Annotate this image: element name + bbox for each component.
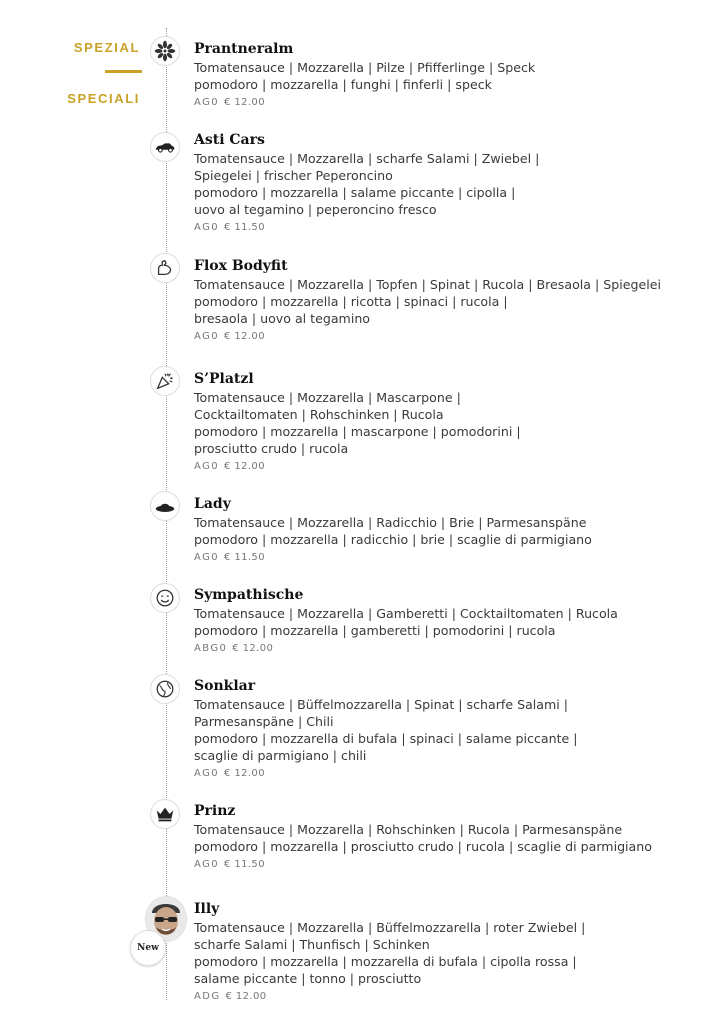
item-price-line [194,550,704,565]
item-price: € 12.00 [223,461,265,472]
item-desc-line: salame piccante | tonno | prosciutto [194,971,422,986]
crown-icon [150,799,180,829]
section-divider [105,70,142,73]
allergen-codes: AG0 [194,97,219,108]
menu-item-sonklar [194,677,704,781]
allergen-codes: AG0 [194,222,219,233]
menu-item-flox-bodyfit [194,257,704,344]
item-desc-line: scharfe Salami | Thunfisch | Schinken [194,937,430,952]
menu-item-splatzl [194,370,704,474]
item-name: S’Platzl [194,371,254,387]
item-price-line [194,95,704,110]
allergen-codes: AG0 [194,768,219,779]
item-desc-line: Tomatensauce | Mozzarella | Büffelmozzarella | roter Zwiebel | [194,920,586,935]
item-price: € 12.00 [223,331,265,342]
item-name: Asti Cars [194,132,265,148]
item-price-line [194,220,704,235]
item-price-line [194,989,704,1004]
item-desc-line: pomodoro | mozzarella | radicchio | brie | scaglie di parmigiano [194,532,592,547]
item-desc-line: Parmesanspäne | Chili [194,714,334,729]
allergen-codes: AG0 [194,859,219,870]
item-desc-line: Tomatensauce | Mozzarella | scharfe Salami | Zwiebel | [194,151,540,166]
allergen-codes: AG0 [194,331,219,342]
car-icon [150,132,180,162]
item-desc-line: scaglie di parmigiano | chili [194,748,367,763]
allergen-codes: AG0 [194,461,219,472]
item-name: Illy [194,901,220,917]
item-price-line [194,641,704,656]
smiley-icon [150,583,180,613]
item-name: Sympathische [194,587,304,603]
party-popper-icon [150,366,180,396]
item-desc-line: pomodoro | mozzarella di bufala | spinaci | salame piccante | [194,731,578,746]
item-price: € 11.50 [223,552,265,563]
item-name: Flox Bodyfit [194,258,288,274]
item-price-line [194,857,704,872]
item-desc-line: Tomatensauce | Mozzarella | Mascarpone | [194,390,461,405]
item-desc-line: pomodoro | mozzarella | mozzarella di bufala | cipolla rossa | [194,954,577,969]
item-desc-line: pomodoro | mozzarella | salame piccante | cipolla | [194,185,516,200]
edelweiss-icon [150,36,180,66]
item-desc-line: Tomatensauce | Mozzarella | Rohschinken | Rucola | Parmesanspäne [194,822,623,837]
item-desc-line: Cocktailtomaten | Rohschinken | Rucola [194,407,444,422]
item-price: € 12.00 [225,991,267,1002]
item-price-line [194,329,704,344]
section-title-de: SPEZIAL [73,40,140,55]
item-price: € 12.00 [223,768,265,779]
item-name: Sonklar [194,678,256,694]
new-badge: New [130,930,166,966]
item-desc-line: pomodoro | mozzarella | funghi | finferli | speck [194,77,492,92]
item-desc-line: uovo al tegamino | peperoncino fresco [194,202,437,217]
item-desc-line: Tomatensauce | Mozzarella | Gamberetti | Cocktailtomaten | Rucola [194,606,618,621]
flexed-arm-icon [150,253,180,283]
item-desc-line: pomodoro | mozzarella | gamberetti | pomodorini | rucola [194,623,556,638]
menu-item-prinz [194,802,704,872]
item-desc-line: Tomatensauce | Mozzarella | Pilze | Pfifferlinge | Speck [194,60,536,75]
item-desc-line: Spiegelei | frischer Peperoncino [194,168,393,183]
item-name: Prinz [194,803,236,819]
item-desc-line: Tomatensauce | Mozzarella | Topfen | Spinat | Rucola | Bresaola | Spiegelei [194,277,661,292]
item-desc-line: pomodoro | mozzarella | ricotta | spinaci | rucola | [194,294,508,309]
item-price: € 11.50 [223,859,265,870]
item-price: € 12.00 [223,97,265,108]
item-price-line [194,766,704,781]
allergen-codes: AG0 [194,552,219,563]
item-desc-line: Tomatensauce | Büffelmozzarella | Spinat | scharfe Salami | [194,697,569,712]
item-desc-line: pomodoro | mozzarella | prosciutto crudo | rucola | scaglie di parmigiano [194,839,652,854]
menu-item-illy [194,900,704,1004]
allergen-codes: ADG [194,991,221,1002]
item-name: Prantneralm [194,41,294,57]
item-price: € 12.00 [232,643,274,654]
item-desc-line: bresaola | uovo al tegamino [194,311,371,326]
item-name: Lady [194,496,231,512]
item-desc-line: prosciutto crudo | rucola [194,441,349,456]
hat-icon [150,491,180,521]
item-desc-line: Tomatensauce | Mozzarella | Radicchio | Brie | Parmesanspäne [194,515,587,530]
menu-item-asti-cars [194,131,704,235]
allergen-codes: ABG0 [194,643,228,654]
item-price-line [194,459,704,474]
menu-item-lady [194,495,704,565]
menu-item-prantneralm [194,40,704,110]
section-title-it: SPECIALI [67,91,140,106]
globe-icon [150,674,180,704]
menu-item-sympathische [194,586,704,656]
item-price: € 11.50 [223,222,265,233]
item-desc-line: pomodoro | mozzarella | mascarpone | pomodorini | [194,424,521,439]
